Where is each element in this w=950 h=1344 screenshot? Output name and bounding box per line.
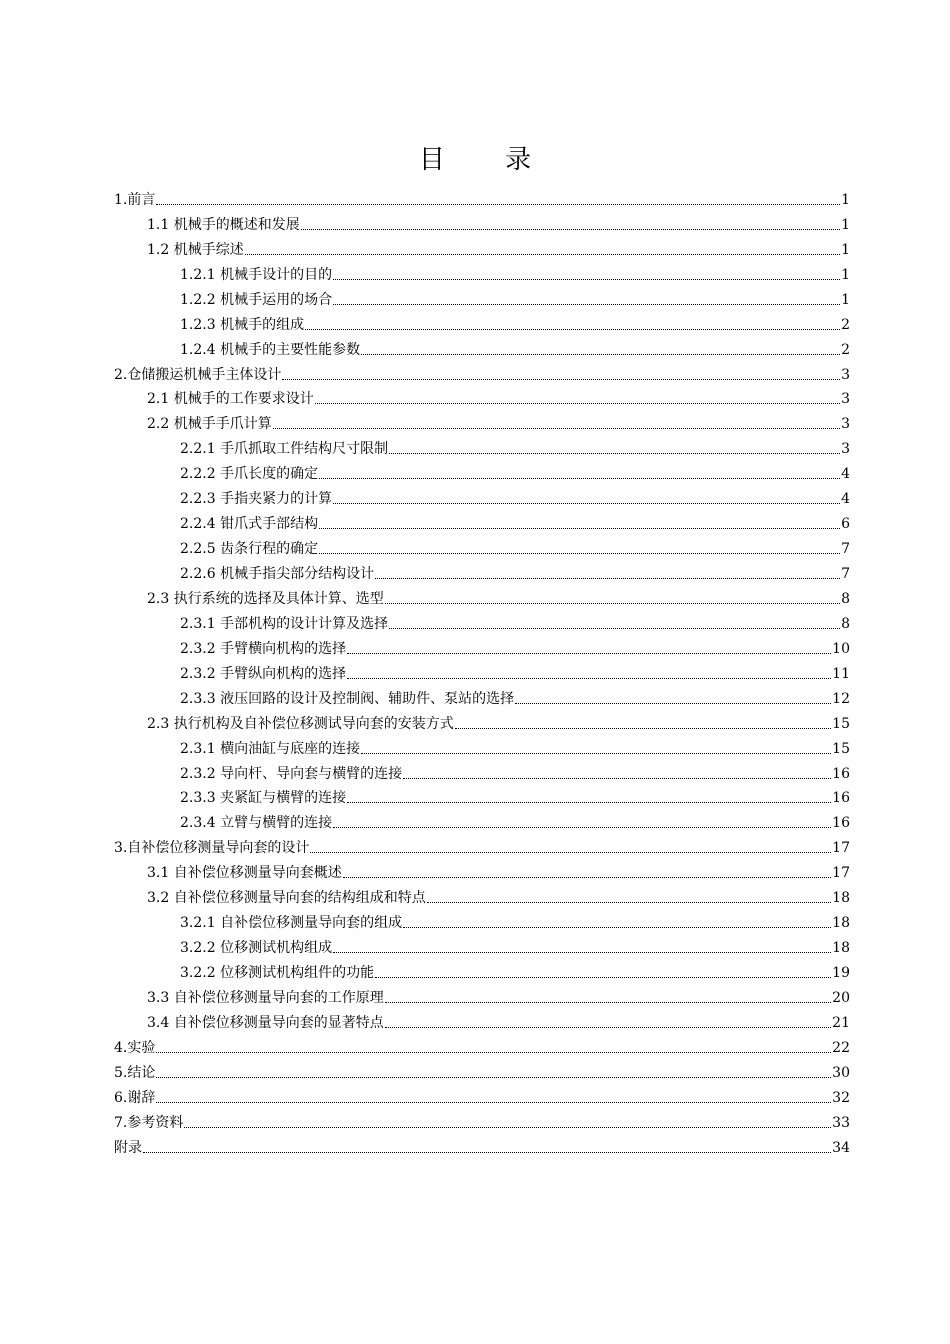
- toc-entry-page-number: 2: [841, 341, 850, 358]
- toc-entry-page-number: 18: [832, 890, 850, 907]
- toc-leader-dots: [347, 801, 831, 803]
- toc-leader-dots: [403, 777, 831, 779]
- toc-entry-page-number: 21: [832, 1014, 850, 1031]
- toc-entry-label: 2.3.3 夹紧缸与横臂的连接: [180, 790, 347, 807]
- toc-entry[interactable]: [114, 1057, 850, 1082]
- toc-entry-label: 3.自补偿位移测量导向套的设计: [114, 840, 310, 857]
- toc-entry-page-number: 15: [832, 715, 850, 732]
- toc-entry[interactable]: [114, 1132, 850, 1157]
- toc-entry[interactable]: [114, 832, 850, 857]
- toc-leader-dots: [333, 826, 831, 828]
- toc-entry[interactable]: [114, 483, 850, 508]
- toc-entry-label: 1.1 机械手的概述和发展: [147, 216, 300, 233]
- toc-leader-dots: [245, 253, 840, 255]
- toc-entry[interactable]: [114, 783, 850, 808]
- toc-leader-dots: [156, 1051, 831, 1053]
- toc-entry-page-number: 4: [841, 491, 850, 508]
- toc-entry-label: 2.2.1 手爪抓取工件结构尺寸限制: [180, 441, 389, 458]
- toc-entry-page-number: 16: [832, 790, 850, 807]
- toc-leader-dots: [305, 328, 840, 330]
- toc-entry-page-number: 3: [841, 441, 850, 458]
- toc-entry-page-number: 1: [841, 216, 850, 233]
- toc-entry-label: 2.3 执行机构及自补偿位移测试导向套的安装方式: [147, 715, 454, 732]
- toc-leader-dots: [403, 926, 831, 928]
- toc-entry-label: 3.2.2 位移测试机构组成: [180, 940, 333, 957]
- toc-entry[interactable]: [114, 309, 850, 334]
- toc-leader-dots: [315, 402, 840, 404]
- toc-entry[interactable]: [114, 433, 850, 458]
- toc-entry-page-number: 2: [841, 316, 850, 333]
- toc-leader-dots: [333, 303, 840, 305]
- toc-entry-label: 3.1 自补偿位移测量导向套概述: [147, 865, 342, 882]
- toc-entry-label: 3.2.2 位移测试机构组件的功能: [180, 965, 375, 981]
- toc-entry-page-number: 1: [841, 266, 850, 283]
- toc-entry[interactable]: [114, 384, 850, 409]
- page-title: 目 录: [418, 145, 558, 175]
- toc-entry[interactable]: [114, 533, 850, 558]
- toc-leader-dots: [282, 378, 840, 380]
- toc-entry-label: 2.3.3 液压回路的设计及控制阀、辅助件、泵站的选择: [180, 690, 515, 707]
- toc-entry-label: 3.4 自补偿位移测量导向套的显著特点: [147, 1014, 384, 1031]
- toc-leader-dots: [361, 353, 840, 355]
- toc-entry-page-number: 18: [832, 940, 850, 957]
- toc-entry-page-number: 12: [832, 690, 850, 707]
- toc-entry[interactable]: [114, 807, 850, 832]
- toc-entry-label: 1.前言: [114, 191, 156, 208]
- table-of-contents: [114, 184, 850, 1157]
- toc-entry-page-number: 34: [832, 1139, 850, 1156]
- toc-entry[interactable]: [114, 508, 850, 533]
- toc-entry-page-number: 17: [832, 840, 850, 857]
- toc-entry-page-number: 8: [841, 590, 850, 607]
- toc-entry[interactable]: [114, 359, 850, 384]
- toc-entry[interactable]: [114, 857, 850, 882]
- toc-entry[interactable]: [114, 259, 850, 284]
- toc-leader-dots: [361, 752, 831, 754]
- toc-leader-dots: [156, 1076, 831, 1078]
- toc-leader-dots: [333, 502, 840, 504]
- toc-entry-page-number: 1: [841, 191, 850, 208]
- toc-entry-page-number: 7: [841, 541, 850, 558]
- toc-leader-dots: [389, 452, 840, 454]
- toc-entry[interactable]: [114, 957, 850, 982]
- toc-entry[interactable]: [114, 558, 850, 583]
- toc-leader-dots: [347, 652, 831, 654]
- toc-leader-dots: [375, 976, 831, 978]
- toc-entry-page-number: 20: [832, 989, 850, 1006]
- toc-entry-label: 7.参考资料: [114, 1114, 184, 1131]
- toc-entry-label: 2.3.4 立臂与横臂的连接: [180, 815, 333, 832]
- toc-entry[interactable]: [114, 234, 850, 259]
- toc-entry-label: 2.2.4 钳爪式手部结构: [180, 516, 319, 533]
- toc-leader-dots: [343, 876, 831, 878]
- toc-entry-page-number: 16: [832, 765, 850, 782]
- toc-entry-page-number: 4: [841, 466, 850, 483]
- toc-entry-page-number: 11: [832, 665, 850, 682]
- toc-entry[interactable]: [114, 408, 850, 433]
- toc-entry-label: 2.3.2 手臂横向机构的选择: [180, 640, 347, 657]
- toc-leader-dots: [385, 602, 840, 604]
- toc-entry-label: 2.3.2 导向杆、导向套与横臂的连接: [180, 765, 403, 782]
- toc-leader-dots: [333, 278, 840, 280]
- toc-entry-label: 1.2.1 机械手设计的目的: [180, 266, 333, 283]
- toc-entry-label: 2.2.6 机械手指尖部分结构设计: [180, 566, 375, 582]
- toc-entry-label: 3.2.1 自补偿位移测量导向套的组成: [180, 915, 403, 932]
- toc-leader-dots: [385, 1001, 831, 1003]
- toc-leader-dots: [347, 677, 831, 679]
- toc-entry-page-number: 33: [832, 1114, 850, 1131]
- toc-entry[interactable]: [114, 633, 850, 658]
- toc-entry-label: 1.2.2 机械手运用的场合: [180, 291, 333, 308]
- toc-entry-page-number: 18: [832, 915, 850, 932]
- toc-entry-label: 6.谢辞: [114, 1089, 156, 1106]
- toc-entry-label: 2.2.5 齿条行程的确定: [180, 541, 319, 558]
- toc-leader-dots: [143, 1151, 831, 1153]
- toc-entry-label: 2.3.1 横向油缸与底座的连接: [180, 740, 361, 757]
- toc-entry[interactable]: [114, 284, 850, 309]
- toc-entry-label: 3.2 自补偿位移测量导向套的结构组成和特点: [147, 890, 426, 907]
- toc-entry-page-number: 3: [841, 391, 850, 408]
- toc-leader-dots: [385, 1026, 831, 1028]
- toc-entry[interactable]: [114, 658, 850, 683]
- toc-entry-label: 2.2.3 手指夹紧力的计算: [180, 491, 333, 508]
- toc-entry-label: 1.2 机械手综述: [147, 241, 244, 258]
- toc-leader-dots: [455, 727, 831, 729]
- toc-entry-label: 附录: [114, 1139, 142, 1156]
- toc-entry-label: 2.1 机械手的工作要求设计: [147, 391, 314, 408]
- toc-entry[interactable]: [114, 583, 850, 608]
- toc-entry[interactable]: [114, 184, 850, 209]
- toc-entry-page-number: 19: [832, 965, 850, 981]
- toc-entry-page-number: 15: [832, 740, 850, 757]
- toc-entry-page-number: 22: [832, 1039, 850, 1056]
- toc-entry[interactable]: [114, 334, 850, 359]
- toc-entry[interactable]: [114, 458, 850, 483]
- toc-entry[interactable]: [114, 1107, 850, 1132]
- toc-leader-dots: [515, 702, 831, 704]
- toc-entry-label: 1.2.3 机械手的组成: [180, 316, 305, 333]
- toc-leader-dots: [319, 527, 840, 529]
- toc-entry-label: 2.仓储搬运机械手主体设计: [114, 366, 282, 383]
- toc-entry-page-number: 1: [841, 291, 850, 308]
- toc-entry[interactable]: [114, 1082, 850, 1107]
- toc-entry[interactable]: [114, 758, 850, 783]
- toc-entry[interactable]: [114, 882, 850, 907]
- toc-entry-label: 2.2 机械手手爪计算: [147, 416, 272, 433]
- toc-entry[interactable]: [114, 608, 850, 633]
- toc-leader-dots: [319, 552, 840, 554]
- toc-entry[interactable]: [114, 932, 850, 957]
- toc-leader-dots: [427, 901, 831, 903]
- toc-entry[interactable]: [114, 683, 850, 708]
- toc-leader-dots: [310, 851, 831, 853]
- toc-entry-page-number: 6: [841, 516, 850, 533]
- toc-leader-dots: [273, 427, 840, 429]
- toc-entry-page-number: 17: [832, 865, 850, 882]
- toc-leader-dots: [319, 477, 840, 479]
- toc-leader-dots: [375, 577, 840, 579]
- toc-entry-page-number: 8: [841, 615, 850, 632]
- toc-entry-page-number: 10: [832, 640, 850, 657]
- toc-entry-page-number: 3: [841, 366, 850, 383]
- toc-entry[interactable]: [114, 1032, 850, 1057]
- toc-leader-dots: [184, 1126, 831, 1128]
- toc-entry[interactable]: [114, 1007, 850, 1032]
- toc-entry-label: 2.3 执行系统的选择及具体计算、选型: [147, 590, 384, 607]
- toc-leader-dots: [156, 203, 840, 205]
- toc-entry-label: 2.2.2 手爪长度的确定: [180, 466, 319, 483]
- toc-entry-page-number: 7: [841, 566, 850, 582]
- toc-leader-dots: [389, 627, 840, 629]
- toc-entry-page-number: 30: [832, 1064, 850, 1081]
- toc-entry-page-number: 32: [832, 1089, 850, 1106]
- toc-entry[interactable]: [114, 907, 850, 932]
- toc-leader-dots: [156, 1101, 831, 1103]
- toc-entry[interactable]: [114, 982, 850, 1007]
- toc-entry[interactable]: [114, 209, 850, 234]
- toc-leader-dots: [301, 228, 840, 230]
- toc-entry-label: 2.3.2 手臂纵向机构的选择: [180, 665, 347, 682]
- toc-entry-label: 3.3 自补偿位移测量导向套的工作原理: [147, 989, 384, 1006]
- toc-entry-page-number: 3: [841, 416, 850, 433]
- toc-entry[interactable]: [114, 708, 850, 733]
- toc-entry-label: 5.结论: [114, 1064, 156, 1081]
- toc-entry[interactable]: [114, 733, 850, 758]
- toc-entry-label: 1.2.4 机械手的主要性能参数: [180, 341, 361, 358]
- toc-entry-page-number: 1: [841, 241, 850, 258]
- toc-entry-label: 4.实验: [114, 1039, 156, 1056]
- toc-entry-label: 2.3.1 手部机构的设计计算及选择: [180, 615, 389, 632]
- toc-entry-page-number: 16: [832, 815, 850, 832]
- toc-leader-dots: [333, 951, 831, 953]
